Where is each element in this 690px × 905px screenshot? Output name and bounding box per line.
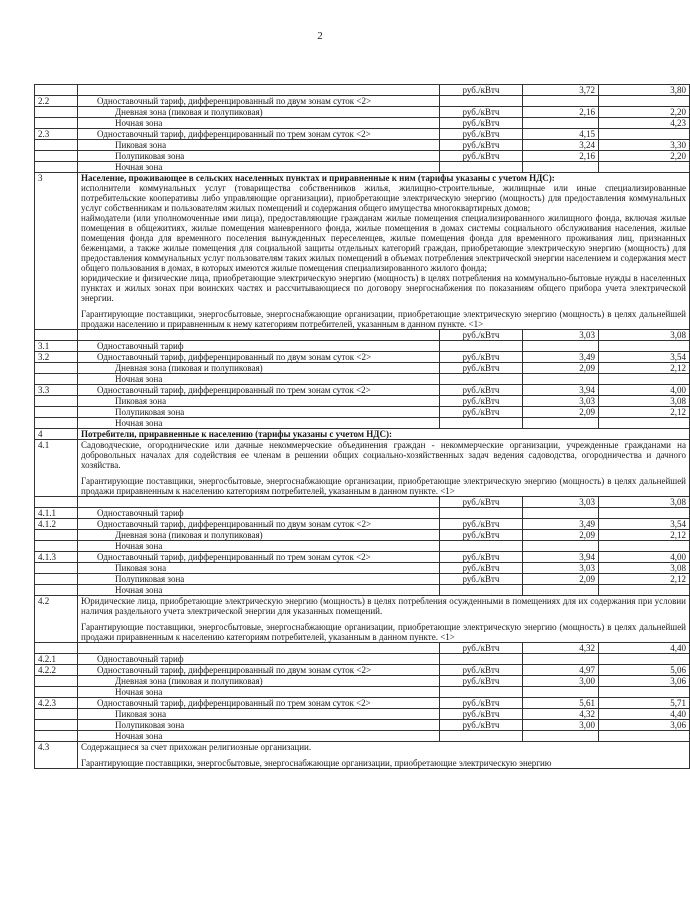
row-name <box>78 698 440 709</box>
tariff-value-1: 3,03 <box>523 497 599 508</box>
unit-cell <box>440 418 523 429</box>
tariff-value-2: 5,06 <box>599 665 690 676</box>
tariff-row <box>35 541 690 552</box>
tariff-value-1: 2,09 <box>523 574 599 585</box>
row-name-text: Дневная зона (пиковая и полупиковая) <box>115 530 263 540</box>
unit-cell: руб./кВтч <box>440 129 523 140</box>
row-number <box>35 85 78 96</box>
row-name-text: Одноставочный тариф <box>97 654 184 664</box>
row-name <box>78 341 440 352</box>
row-name <box>78 552 440 563</box>
unit-cell: руб./кВтч <box>440 676 523 687</box>
row-name <box>78 563 440 574</box>
row-name-text: Полупиковая зона <box>115 407 185 417</box>
row-name-text: Одноставочный тариф <box>97 341 184 351</box>
row-name-text: Одноставочный тариф, дифференцированный по трем зонам суток <2> <box>97 698 371 708</box>
tariff-value-2: 2,20 <box>599 107 690 118</box>
tariff-row <box>35 352 690 363</box>
tariff-value-2: 3,54 <box>599 519 690 530</box>
tariff-value-2: 3,08 <box>599 563 690 574</box>
row-number <box>35 162 78 173</box>
row-number <box>35 676 78 687</box>
row-number: 3 <box>35 173 78 330</box>
section-4-2-value-row <box>35 643 690 654</box>
row-name <box>78 418 440 429</box>
section-4-1-text-2: Гарантирующие поставщики, энергосбытовые, энергоснабжающие организации, приобретающие электрическую энергию (мощность) в целях дальнейшей продажи приравненным к населению категориям потребителей, указанным в данном пункте. <1> <box>81 476 686 496</box>
section-4-1-text-1: Садоводческие, огороднические или дачные некоммерческие объединения граждан - некоммерческие организации, учрежденные гражданами на добровольных началах для содействия ее членам в решении общих социально-хозяйственных задач ведения садоводства, огородничества и дачного хозяйства. <box>81 440 686 470</box>
tariff-value-1: 3,24 <box>523 140 599 151</box>
tariff-value-2 <box>599 654 690 665</box>
tariff-value-1 <box>523 162 599 173</box>
section-3-text-1: исполнители коммунальных услуг (товарищества собственников жилья, жилищно-строительные, жилищные или иные специализированные потребительские кооперативы либо управляющие организации), приобретающие электрическую энергию (мощность) для предоставления коммунальных услуг собственникам и пользователям жилых помещений и содержания общего имущества многоквартирных домов; <box>81 183 686 213</box>
row-name-text: Одноставочный тариф, дифференцированный по двум зонам суток <2> <box>97 96 372 106</box>
row-name-text: Дневная зона (пиковая и полупиковая) <box>115 676 263 686</box>
tariff-row <box>35 396 690 407</box>
tariff-value-2: 3,08 <box>599 396 690 407</box>
tariff-value-1: 3,72 <box>523 85 599 96</box>
row-number <box>35 418 78 429</box>
row-number <box>35 731 78 742</box>
row-number: 4.1 <box>35 440 78 497</box>
row-name-text: Полупиковая зона <box>115 151 185 161</box>
unit-cell: руб./кВтч <box>440 151 523 162</box>
tariff-row <box>35 585 690 596</box>
row-name-text: Одноставочный тариф, дифференцированный по двум зонам суток <2> <box>97 665 372 675</box>
row-number: 3.1 <box>35 341 78 352</box>
row-name <box>78 374 440 385</box>
tariff-row <box>35 118 690 129</box>
tariff-value-1: 3,94 <box>523 552 599 563</box>
row-name-text: Пиковая зона <box>115 563 167 573</box>
tariff-row <box>35 552 690 563</box>
tariff-value-2: 2,12 <box>599 363 690 374</box>
row-name-text: Дневная зона (пиковая и полупиковая) <box>115 363 263 373</box>
tariff-value-1 <box>523 585 599 596</box>
unit-cell <box>440 654 523 665</box>
tariff-value-2: 3,08 <box>599 330 690 341</box>
row-name-text: Ночная зона <box>115 731 163 741</box>
row-name <box>78 330 440 341</box>
tariff-row <box>35 107 690 118</box>
row-number <box>35 720 78 731</box>
row-name <box>78 519 440 530</box>
row-number <box>35 530 78 541</box>
section-4-3-description <box>78 742 690 769</box>
row-name <box>78 363 440 374</box>
unit-cell <box>440 731 523 742</box>
row-name <box>78 654 440 665</box>
tariff-value-1 <box>523 118 599 129</box>
row-name <box>78 85 440 96</box>
row-name <box>78 96 440 107</box>
row-number: 4.2.2 <box>35 665 78 676</box>
row-number <box>35 396 78 407</box>
tariff-row <box>35 140 690 151</box>
unit-cell: руб./кВтч <box>440 552 523 563</box>
tariff-row <box>35 96 690 107</box>
tariff-row <box>35 418 690 429</box>
row-name <box>78 162 440 173</box>
row-name-text: Одноставочный тариф, дифференцированный по трем зонам суток <2> <box>97 129 371 139</box>
row-number <box>35 687 78 698</box>
row-name <box>78 665 440 676</box>
unit-cell <box>440 96 523 107</box>
tariff-value-2: 3,80 <box>599 85 690 96</box>
row-number <box>35 709 78 720</box>
row-number <box>35 330 78 341</box>
tariff-row <box>35 665 690 676</box>
row-number: 4.2.3 <box>35 698 78 709</box>
tariff-value-2: 2,12 <box>599 574 690 585</box>
unit-cell: руб./кВтч <box>440 396 523 407</box>
unit-cell: руб./кВтч <box>440 574 523 585</box>
row-number <box>35 497 78 508</box>
unit-cell: руб./кВтч <box>440 385 523 396</box>
unit-cell: руб./кВтч <box>440 698 523 709</box>
tariff-value-1: 2,09 <box>523 363 599 374</box>
row-number: 4.2.1 <box>35 654 78 665</box>
tariff-value-1: 4,32 <box>523 643 599 654</box>
row-number <box>35 363 78 374</box>
section-3-text-3: юридические и физические лица, приобретающие электрическую энергию (мощность) в целях потребления на коммунально-бытовые нужды в населенных пунктах и жилых зонах при воинских частях и рассчитывающиеся по договору энергоснабжения по показаниям общего прибора учета электрической энергии. <box>81 273 686 303</box>
tariff-value-1 <box>523 541 599 552</box>
tariff-value-2 <box>599 374 690 385</box>
unit-cell <box>440 374 523 385</box>
section-3-value-row <box>35 330 690 341</box>
tariff-value-2: 3,30 <box>599 140 690 151</box>
row-name <box>78 541 440 552</box>
row-name <box>78 140 440 151</box>
section-4-1-description <box>78 440 690 497</box>
row-name-text: Пиковая зона <box>115 709 167 719</box>
row-name <box>78 574 440 585</box>
section-4-2-text-2: Гарантирующие поставщики, энергосбытовые, энергоснабжающие организации, приобретающие электрическую энергию (мощность) в целях дальнейшей продажи приравненным к населению категориям потребителей, указанным в данном пункте. <1> <box>81 622 686 642</box>
tariff-row <box>35 687 690 698</box>
tariff-value-2 <box>599 162 690 173</box>
tariff-row <box>35 731 690 742</box>
tariff-table <box>34 84 690 769</box>
row-name-text: Ночная зона <box>115 418 163 428</box>
row-name-text: Ночная зона <box>115 585 163 595</box>
section-4-2-description <box>78 596 690 643</box>
tariff-value-2: 3,54 <box>599 352 690 363</box>
row-name <box>78 151 440 162</box>
unit-cell: руб./кВтч <box>440 709 523 720</box>
tariff-value-1: 3,00 <box>523 676 599 687</box>
tariff-value-1: 2,09 <box>523 407 599 418</box>
unit-cell <box>440 541 523 552</box>
tariff-value-2: 5,71 <box>599 698 690 709</box>
row-number: 4.3 <box>35 742 78 769</box>
tariff-value-1: 2,16 <box>523 107 599 118</box>
section-3-text-4: Гарантирующие поставщики, энергосбытовые, энергоснабжающие организации, приобретающие электрическую энергию (мощность) в целях дальнейшей продажи населению и приравненным к нему категориям потребителей, указанным в данном пункте. <1> <box>81 309 686 329</box>
unit-cell: руб./кВтч <box>440 363 523 374</box>
section-4-header-row <box>35 429 690 440</box>
tariff-value-1: 4,97 <box>523 665 599 676</box>
tariff-row <box>35 654 690 665</box>
row-number <box>35 643 78 654</box>
tariff-row <box>35 508 690 519</box>
row-number: 4.1.1 <box>35 508 78 519</box>
row-number <box>35 563 78 574</box>
unit-cell: руб./кВтч <box>440 107 523 118</box>
row-name-text: Одноставочный тариф <box>97 508 184 518</box>
tariff-value-1 <box>523 341 599 352</box>
section-4-3-text-2: Гарантирующие поставщики, энергосбытовые, энергоснабжающие организации, приобретающие электрическую энергию <box>81 758 552 768</box>
row-name <box>78 687 440 698</box>
row-number <box>35 574 78 585</box>
tariff-value-2: 4,00 <box>599 385 690 396</box>
tariff-row <box>35 574 690 585</box>
tariff-value-2 <box>599 585 690 596</box>
row-number: 3.3 <box>35 385 78 396</box>
tariff-value-1: 4,32 <box>523 709 599 720</box>
section-4-1-description-row <box>35 440 690 497</box>
unit-cell: руб./кВтч <box>440 497 523 508</box>
row-number <box>35 541 78 552</box>
tariff-row <box>35 407 690 418</box>
tariff-value-1: 2,16 <box>523 151 599 162</box>
row-name <box>78 585 440 596</box>
row-name <box>78 396 440 407</box>
unit-cell <box>440 585 523 596</box>
row-number: 4.2 <box>35 596 78 643</box>
row-name-text: Полупиковая зона <box>115 720 185 730</box>
section-3-text-2: наймодатели (или уполномоченные ими лица), предоставляющие гражданам жилые помещения специализированного жилищного фонда, включая жилые помещения в общежитиях, жилые помещения маневренного фонда, жилые помещения в домах системы социального обслуживания населения, жилые помещения фонда для временного поселения вынужденных переселенцев, жилые помещения фонда для временного проживания лиц, признанных беженцами, а также жилые помещения для социальной защиты отдельных категорий граждан, приобретающие электрическую энергию (мощность) для предоставления коммунальных услуг пользователям таких жилых помещений в объемах потребления электрической энергии населением и содержания мест общего пользования в домах, в которых имеются жилые помещения специализированного жилого фонда; <box>81 213 686 273</box>
section-4-title: Потребители, приравненные к населению (тарифы указаны с учетом НДС): <box>78 429 690 440</box>
row-name <box>78 407 440 418</box>
row-name-text: Пиковая зона <box>115 140 167 150</box>
tariff-value-2 <box>599 341 690 352</box>
unit-cell <box>440 162 523 173</box>
unit-cell: руб./кВтч <box>440 330 523 341</box>
tariff-value-1: 3,49 <box>523 519 599 530</box>
tariff-value-2 <box>599 96 690 107</box>
tariff-row <box>35 162 690 173</box>
tariff-value-1: 5,61 <box>523 698 599 709</box>
tariff-row <box>35 519 690 530</box>
row-name-text: Одноставочный тариф, дифференцированный по трем зонам суток <2> <box>97 385 371 395</box>
row-name <box>78 352 440 363</box>
section-4-2-description-row <box>35 596 690 643</box>
section-4-3-description-row <box>35 742 690 769</box>
tariff-value-2 <box>599 418 690 429</box>
row-name <box>78 508 440 519</box>
tariff-value-1: 3,03 <box>523 563 599 574</box>
row-name-text: Одноставочный тариф, дифференцированный по двум зонам суток <2> <box>97 352 372 362</box>
section-4-3-text-1: Содержащиеся за счет прихожан религиозные организации. <box>81 742 312 752</box>
row-name <box>78 731 440 742</box>
row-name-text: Полупиковая зона <box>115 574 185 584</box>
tariff-value-1: 3,03 <box>523 396 599 407</box>
tariff-value-1 <box>523 687 599 698</box>
tariff-value-2 <box>599 508 690 519</box>
tariff-row <box>35 720 690 731</box>
row-number: 2.3 <box>35 129 78 140</box>
tariff-row <box>35 698 690 709</box>
row-number <box>35 118 78 129</box>
row-name-text: Ночная зона <box>115 118 163 128</box>
tariff-value-2: 4,40 <box>599 643 690 654</box>
row-name <box>78 530 440 541</box>
row-number <box>35 140 78 151</box>
section-4-1-value-row <box>35 497 690 508</box>
tariff-value-2: 4,00 <box>599 552 690 563</box>
row-number: 3.2 <box>35 352 78 363</box>
tariff-value-2: 3,08 <box>599 497 690 508</box>
unit-cell: руб./кВтч <box>440 519 523 530</box>
row-name <box>78 709 440 720</box>
section-3-title: Население, проживающее в сельских населенных пунктах и приравненные к ним (тарифы указаны с учетом НДС): <box>81 173 555 183</box>
row-number: 4.1.3 <box>35 552 78 563</box>
row-name <box>78 118 440 129</box>
tariff-value-1: 3,03 <box>523 330 599 341</box>
row-name <box>78 107 440 118</box>
tariff-value-2: 2,20 <box>599 151 690 162</box>
tariff-value-1 <box>523 418 599 429</box>
unit-cell: руб./кВтч <box>440 118 523 129</box>
tariff-value-1: 4,15 <box>523 129 599 140</box>
tariff-row <box>35 374 690 385</box>
row-name-text: Одноставочный тариф, дифференцированный по двум зонам суток <2> <box>97 519 372 529</box>
unit-cell: руб./кВтч <box>440 530 523 541</box>
row-name-text: Ночная зона <box>115 162 163 172</box>
tariff-row <box>35 85 690 96</box>
unit-cell: руб./кВтч <box>440 720 523 731</box>
row-number <box>35 407 78 418</box>
tariff-row <box>35 563 690 574</box>
row-name-text: Пиковая зона <box>115 396 167 406</box>
unit-cell <box>440 687 523 698</box>
tariff-row <box>35 709 690 720</box>
row-number: 4 <box>35 429 78 440</box>
row-name <box>78 643 440 654</box>
section-3-description <box>78 173 690 330</box>
tariff-value-1 <box>523 374 599 385</box>
row-name <box>78 497 440 508</box>
unit-cell <box>440 508 523 519</box>
tariff-row <box>35 129 690 140</box>
section-3-header-row <box>35 173 690 330</box>
row-name-text: Дневная зона (пиковая и полупиковая) <box>115 107 263 117</box>
tariff-value-2: 3,06 <box>599 720 690 731</box>
row-number <box>35 374 78 385</box>
row-number: 2.2 <box>35 96 78 107</box>
tariff-value-2 <box>599 731 690 742</box>
row-number <box>35 585 78 596</box>
row-number: 4.1.2 <box>35 519 78 530</box>
tariff-row <box>35 151 690 162</box>
row-number <box>35 151 78 162</box>
tariff-row <box>35 530 690 541</box>
tariff-value-1: 3,00 <box>523 720 599 731</box>
tariff-value-2 <box>599 541 690 552</box>
row-name-text: Одноставочный тариф, дифференцированный по трем зонам суток <2> <box>97 552 371 562</box>
row-name <box>78 385 440 396</box>
tariff-value-2: 4,40 <box>599 709 690 720</box>
tariff-value-1: 3,94 <box>523 385 599 396</box>
tariff-value-1 <box>523 731 599 742</box>
tariff-value-1: 2,09 <box>523 530 599 541</box>
row-name <box>78 129 440 140</box>
section-4-2-text-1: Юридические лица, приобретающие электрическую энергию (мощность) в целях потребления осужденными в помещениях для их содержания при условии наличия раздельного учета электрической энергии для указанных помещений. <box>81 596 686 616</box>
tariff-value-2 <box>599 129 690 140</box>
unit-cell: руб./кВтч <box>440 563 523 574</box>
unit-cell: руб./кВтч <box>440 407 523 418</box>
tariff-value-1: 3,49 <box>523 352 599 363</box>
unit-cell: руб./кВтч <box>440 643 523 654</box>
tariff-row <box>35 341 690 352</box>
unit-cell: руб./кВтч <box>440 665 523 676</box>
tariff-row <box>35 363 690 374</box>
row-name <box>78 676 440 687</box>
tariff-sheet <box>34 84 686 905</box>
row-number <box>35 107 78 118</box>
tariff-value-1 <box>523 508 599 519</box>
tariff-value-2: 2,12 <box>599 530 690 541</box>
tariff-value-2: 3,06 <box>599 676 690 687</box>
tariff-value-2 <box>599 687 690 698</box>
tariff-value-1 <box>523 654 599 665</box>
unit-cell: руб./кВтч <box>440 352 523 363</box>
page-number: 2 <box>317 30 323 42</box>
row-name-text: Ночная зона <box>115 687 163 697</box>
tariff-value-1 <box>523 96 599 107</box>
tariff-row <box>35 676 690 687</box>
row-name <box>78 720 440 731</box>
unit-cell: руб./кВтч <box>440 140 523 151</box>
unit-cell: руб./кВтч <box>440 85 523 96</box>
row-name-text: Ночная зона <box>115 541 163 551</box>
tariff-value-2: 4,23 <box>599 118 690 129</box>
row-name-text: Ночная зона <box>115 374 163 384</box>
unit-cell <box>440 341 523 352</box>
tariff-row <box>35 385 690 396</box>
tariff-value-2: 2,12 <box>599 407 690 418</box>
